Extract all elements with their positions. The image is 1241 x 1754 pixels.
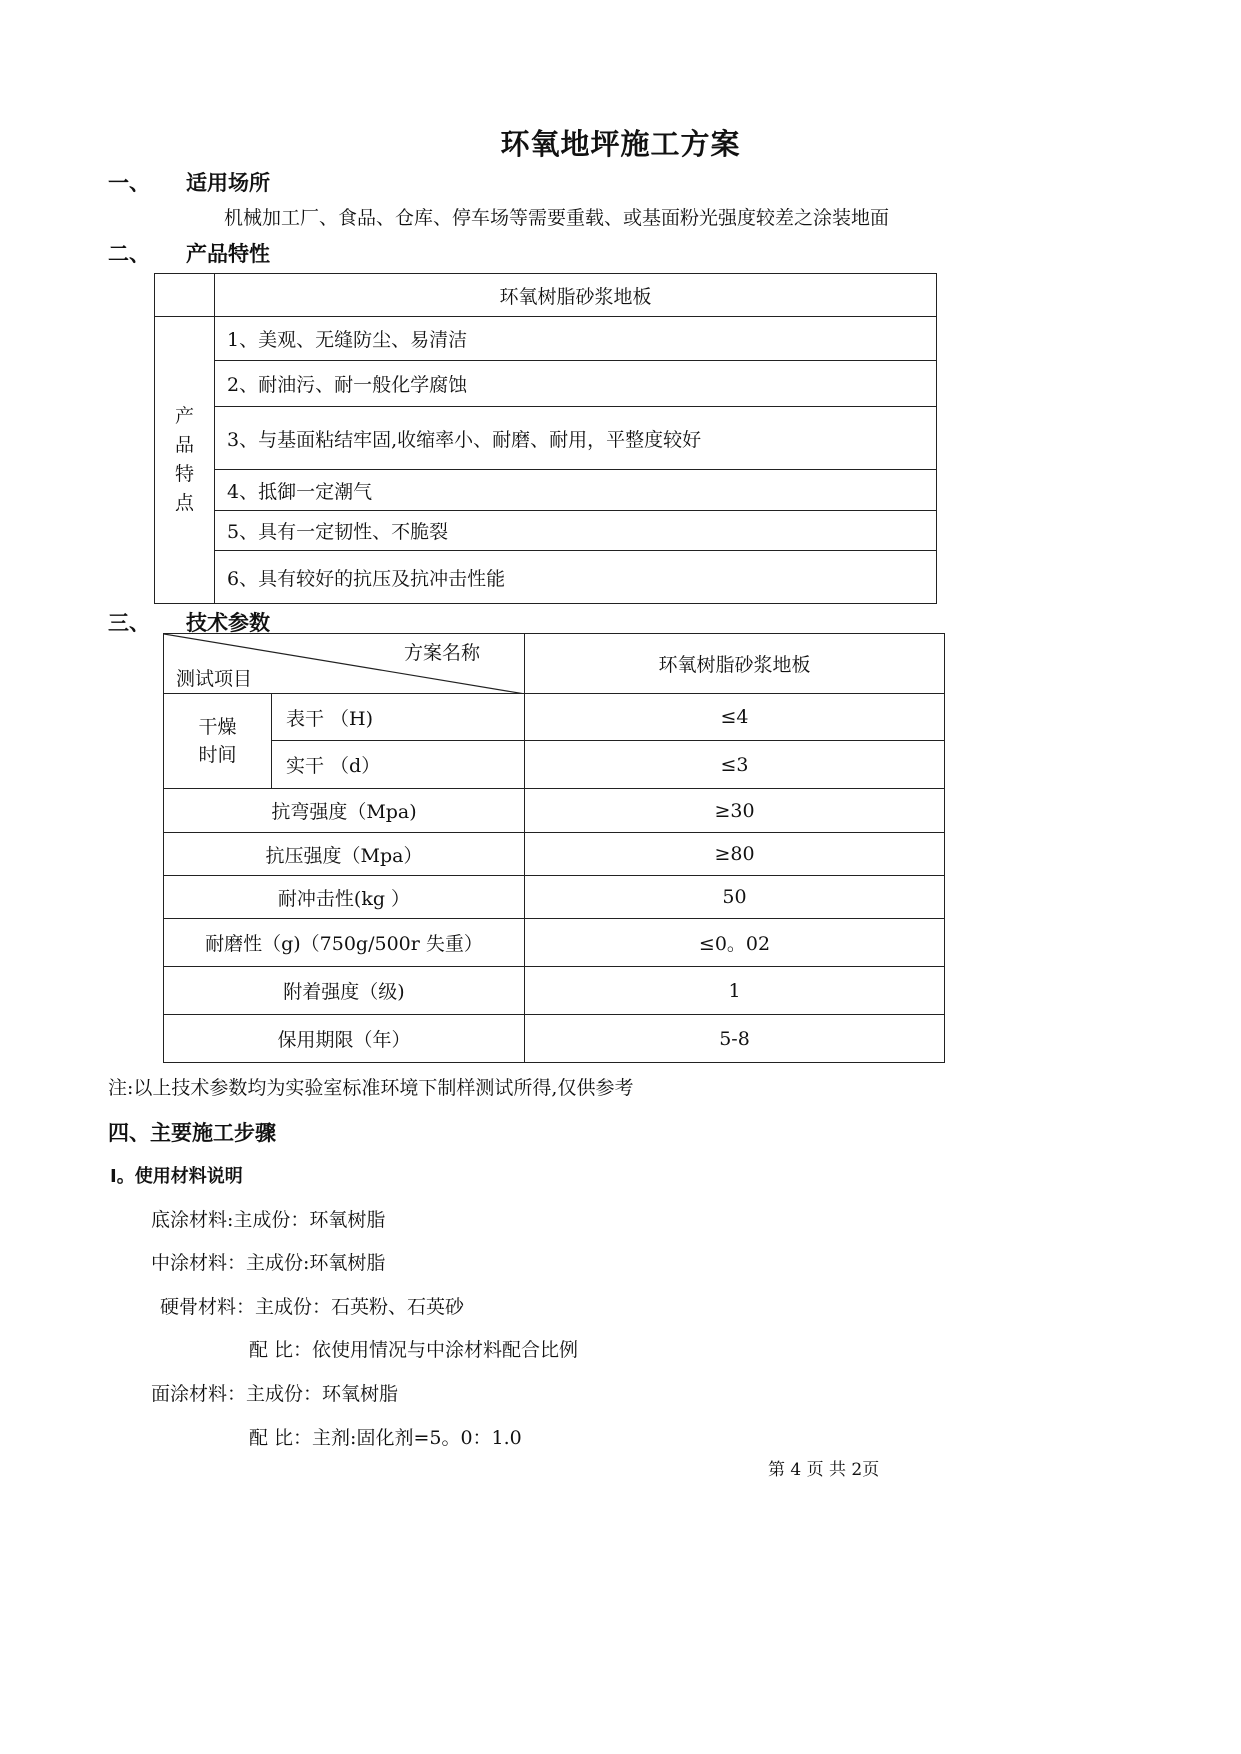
features-label-char: 品 (174, 434, 194, 456)
diag-header-bottom: 测试项目 (176, 668, 253, 690)
feature-item: 6、具有较好的抗压及抗冲击性能 (215, 551, 937, 604)
features-table-header: 环氧树脂砂浆地板 (215, 274, 937, 317)
param-value: ≤3 (525, 741, 945, 789)
features-label-char: 特 (174, 463, 194, 485)
empty-corner-cell (155, 274, 215, 317)
param-value: ≤4 (525, 694, 945, 741)
feature-item: 3、与基面粘结牢固,收缩率小、耐磨、耐用，平整度较好 (215, 407, 937, 470)
diagonal-header-cell (164, 634, 525, 694)
material-line: 中涂材料：主成份:环氧树脂 (151, 1252, 386, 1274)
product-features-table (154, 273, 937, 604)
material-line: 配 比：依使用情况与中涂材料配合比例 (249, 1339, 579, 1361)
param-value: ≤0。02 (525, 919, 945, 967)
feature-item: 4、抵御一定潮气 (215, 470, 937, 511)
param-item: 耐磨性（g)（750g/500r 失重） (164, 919, 525, 967)
section-4-heading: 四、主要施工步骤 (108, 1121, 276, 1145)
param-value: 1 (525, 967, 945, 1015)
section-1-number: 一、 (108, 171, 150, 195)
section-1-text: 机械加工厂、食品、仓库、停车场等需要重载、或基面粉光强度较差之涂装地面 (224, 207, 890, 229)
dry-time-label-line: 干燥 (198, 716, 237, 738)
features-label-char: 点 (174, 492, 194, 514)
material-line: 硬骨材料：主成份：石英粉、石英砂 (160, 1296, 465, 1318)
param-value: 50 (525, 876, 945, 919)
dry-time-label (164, 694, 272, 789)
materials-subheading: Ⅰ。使用材料说明 (110, 1166, 243, 1187)
section-3-number: 三、 (108, 611, 150, 635)
page-footer: 第 4 页 共 2页 (768, 1460, 880, 1480)
param-item: 抗压强度（Mpa） (164, 833, 525, 876)
param-value: ≥30 (525, 789, 945, 833)
technical-parameters-table (163, 633, 945, 1063)
param-item: 抗弯强度（Mpa) (164, 789, 525, 833)
param-item: 附着强度（级) (164, 967, 525, 1015)
section-2-heading: 产品特性 (186, 242, 270, 266)
section-1-heading: 适用场所 (186, 171, 270, 195)
section-3-heading: 技术参数 (186, 611, 270, 635)
feature-item: 1、美观、无缝防尘、易清洁 (215, 317, 937, 361)
material-line: 底涂材料:主成份：环氧树脂 (151, 1209, 386, 1231)
features-label-char: 产 (174, 405, 194, 427)
features-row-label (155, 317, 215, 604)
material-line: 配 比：主剂:固化剂=5。0：1.0 (249, 1427, 522, 1449)
param-item: 耐冲击性(kg ） (164, 876, 525, 919)
param-item: 表干 （H) (272, 694, 525, 741)
feature-item: 5、具有一定韧性、不脆裂 (215, 511, 937, 551)
param-value: ≥80 (525, 833, 945, 876)
document-title: 环氧地坪施工方案 (500, 127, 741, 161)
param-value: 5-8 (525, 1015, 945, 1063)
parameters-note: 注:以上技术参数均为实验室标准环境下制样测试所得,仅供参考 (108, 1077, 634, 1099)
product-column-header: 环氧树脂砂浆地板 (525, 634, 945, 694)
section-2-number: 二、 (108, 242, 150, 266)
feature-item: 2、耐油污、耐一般化学腐蚀 (215, 361, 937, 407)
param-item: 保用期限（年） (164, 1015, 525, 1063)
param-item: 实干 （d） (272, 741, 525, 789)
material-line: 面涂材料：主成份：环氧树脂 (151, 1383, 399, 1405)
dry-time-label-line: 时间 (198, 744, 237, 766)
diag-header-top: 方案名称 (404, 642, 481, 664)
